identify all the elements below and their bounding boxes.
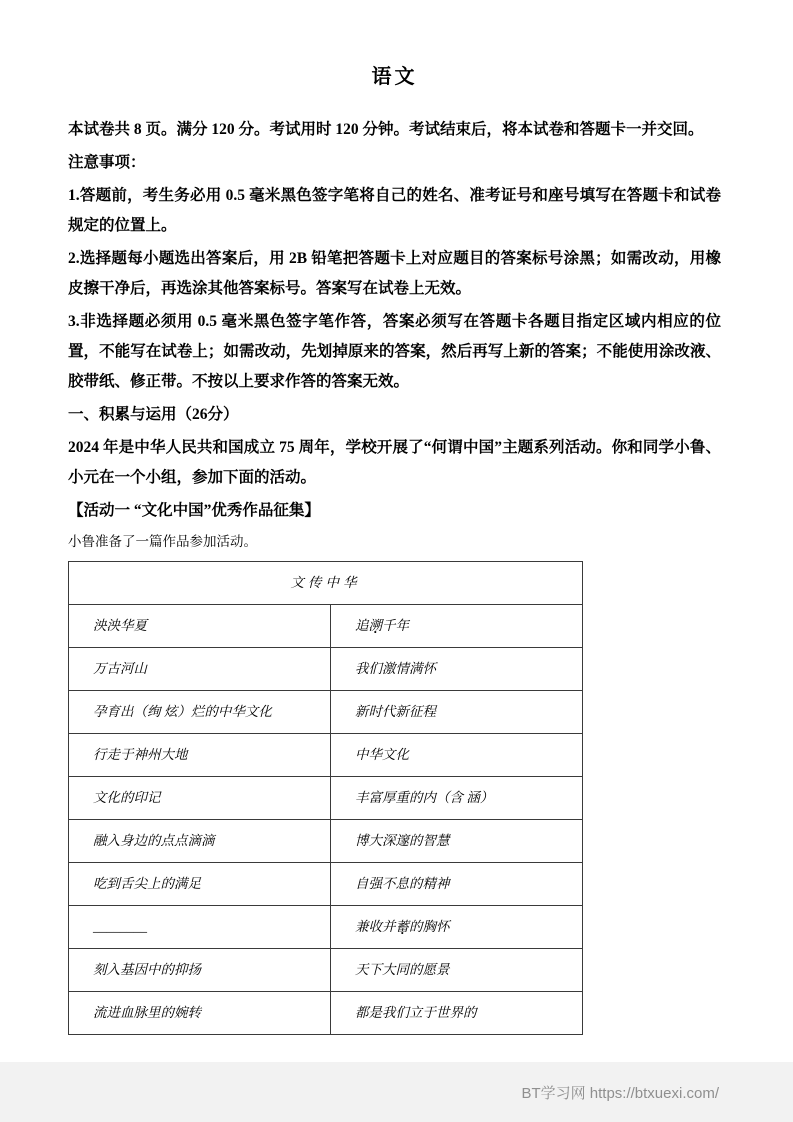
table-cell-right: 都是我们立于世界的 [331,992,583,1035]
activity1-note: 小鲁准备了一篇作品参加活动。 [68,534,257,549]
table-cell-right: 天下大同的愿景 [331,949,583,992]
cell-text: 追 [355,618,369,633]
table-row [69,820,583,863]
notice-heading: 注意事项： [68,154,146,171]
table-cell-right: 中华文化 [331,734,583,777]
works-collection-table [68,561,583,1035]
table-row [69,605,583,648]
cell-text: 千年 [382,618,409,633]
table-row [69,691,583,734]
cell-text: 兼收并 [355,919,396,934]
table-cell-right: 丰富厚重的内（含 涵） [331,777,583,820]
exam-intro: 本试卷共 8 页。满分 120 分。考试用时 120 分钟。考试结束后，将本试卷和答题卡一并交回。 [68,121,704,138]
table-cell-left: 流进血脉里的婉转 [69,992,331,1035]
table-cell-right [331,906,583,949]
table-cell-left: 文化的印记 [69,777,331,820]
table-cell-left: 万古河山 [69,648,331,691]
blank-line-cell: ________ [69,906,331,949]
notice-item-2: 2.选择题每小题选出答案后，用 2B 铅笔把答题卡上对应题目的答案标号涂黑；如需改动，用橡皮擦干净后，再选涂其他答案标号。答案写在试卷上无效。 [68,250,721,297]
table-cell-right: 新时代新征程 [331,691,583,734]
section-heading: 一、积累与运用（26分） [68,406,239,423]
table-cell-left: 融入身边的点点滴滴 [69,820,331,863]
emphasized-char: 溯 [368,618,382,633]
table-row [69,734,583,777]
table-title: 文传中华 [69,562,583,605]
cell-text: 的胸怀 [409,919,450,934]
table-row [69,906,583,949]
table-cell-left: 泱泱华夏 [69,605,331,648]
table-cell-left: 吃到舌尖上的满足 [69,863,331,906]
watermark-link: BT学习网 https://btxuexi.com/ [521,1084,719,1102]
table-row [69,863,583,906]
activity1-heading: 【活动一 “文化中国”优秀作品征集】 [68,502,320,519]
notice-item-1: 1.答题前，考生务必用 0.5 毫米黑色签字笔将自己的姓名、准考证号和座号填写在答题卡和试卷规定的位置上。 [68,187,721,234]
page-title: 语文 [371,66,418,88]
table-cell-right: 博大深邃的智慧 [331,820,583,863]
table-cell-right: 自强不息的精神 [331,863,583,906]
table-cell-left: 刻入基因中的抑扬 [69,949,331,992]
table-row [69,992,583,1035]
emphasized-char: 蓄 [395,919,409,934]
notice-item-3: 3.非选择题必须用 0.5 毫米黑色签字笔作答，答案必须写在答题卡各题目指定区域内相应的位置，不能写在试卷上；如需改动，先划掉原来的答案，然后再写上新的答案；不能使用涂改液、胶带纸、修正带。不按以上要求作答的答案无效。 [68,313,721,390]
table-cell-right: 我们激情满怀 [331,648,583,691]
table-row [69,777,583,820]
table-cell-left: 孕育出（绚 炫）烂的中华文化 [69,691,331,734]
table-cell-left: 行走于神州大地 [69,734,331,777]
table-header-row [69,562,583,605]
table-row [69,648,583,691]
site-footer [0,1062,793,1122]
table-cell-right [331,605,583,648]
table-row [69,949,583,992]
activity-intro: 2024 年是中华人民共和国成立 75 周年，学校开展了“何谓中国”主题系列活动。你和同学小鲁、小元在一个小组，参加下面的活动。 [68,439,721,486]
